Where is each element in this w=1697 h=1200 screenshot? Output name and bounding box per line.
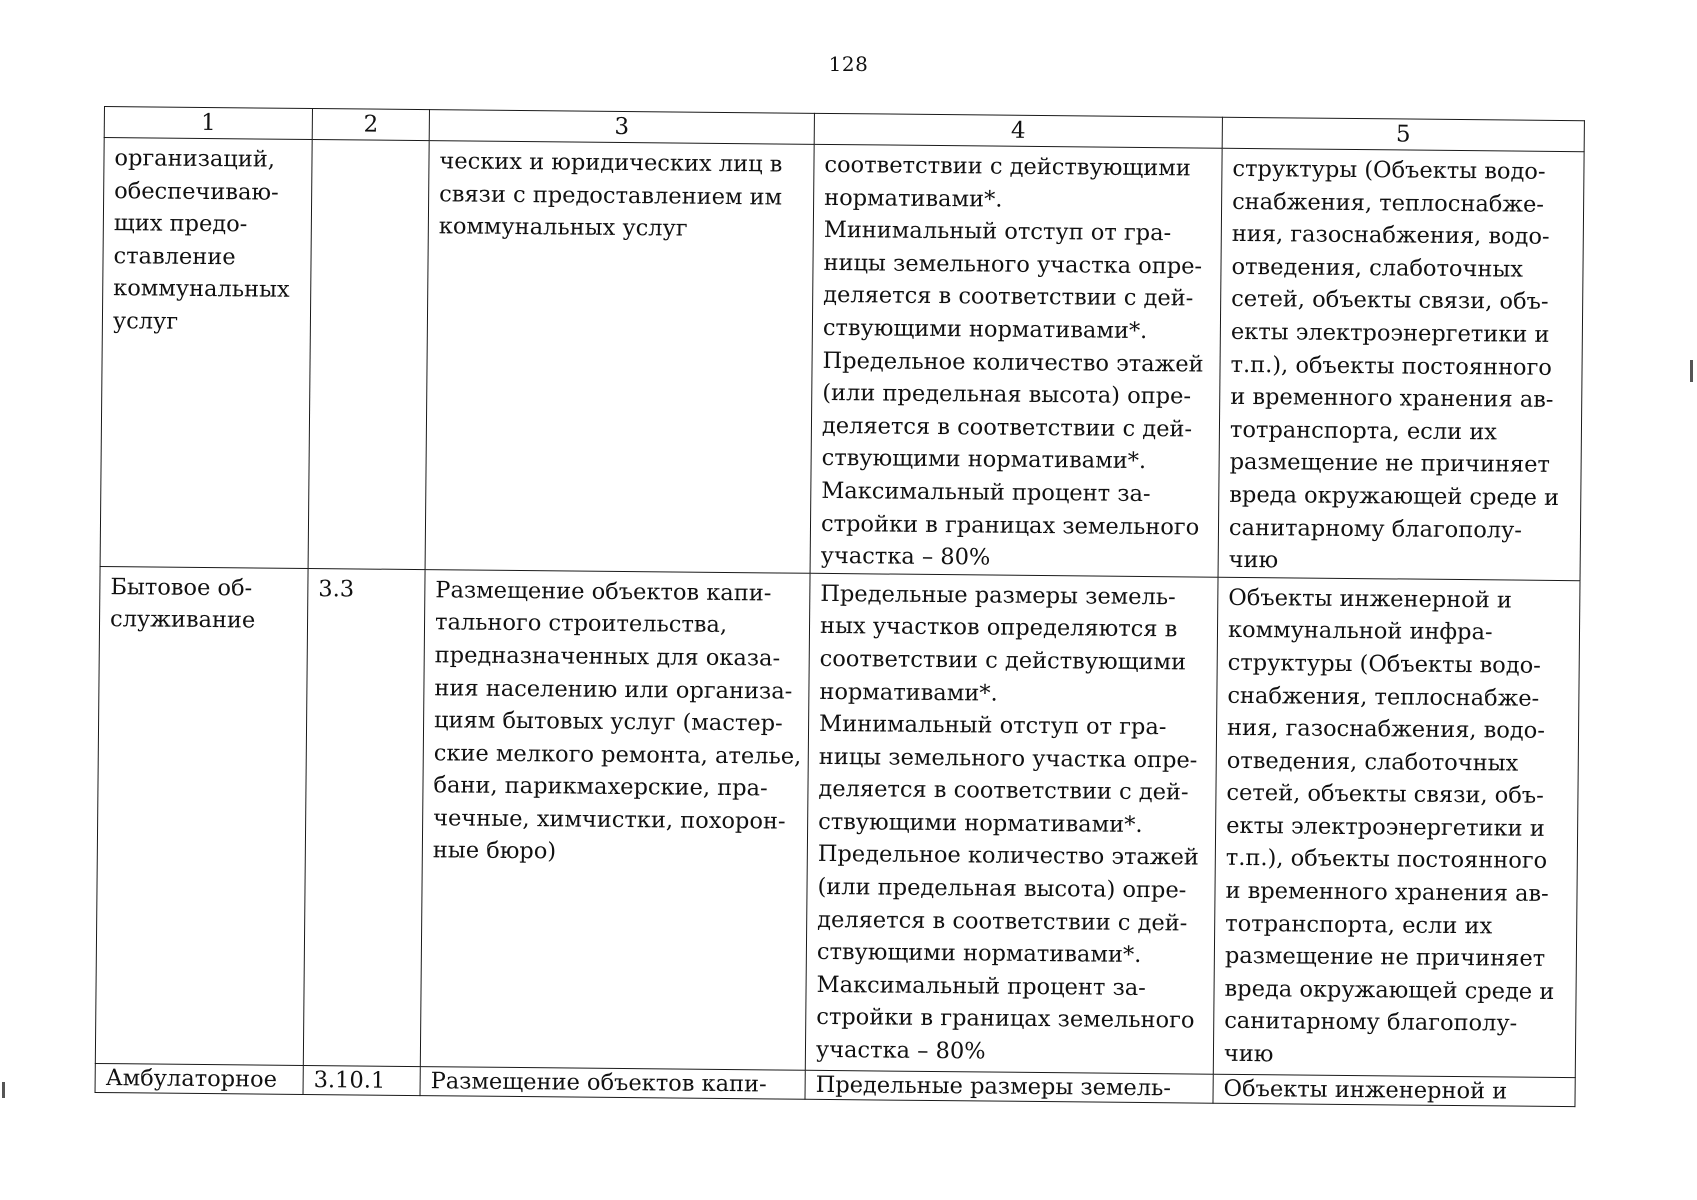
cell-text-line: деляется в соответствии с дей- <box>823 282 1194 312</box>
header-col-2: 2 <box>312 109 429 141</box>
table-cell-col-2 <box>303 568 425 1066</box>
table-cell-col-1 <box>100 138 312 569</box>
table-row-continuation <box>100 138 1584 581</box>
cell-text-line: ствующими нормативами*. <box>821 445 1147 475</box>
cell-text-line: связи с предоставлением им <box>439 180 783 211</box>
cell-text-line: деляется в соответствии с дей- <box>821 412 1193 443</box>
cell-text-line: сетей, объекты связи, объ- <box>1226 780 1544 810</box>
header-col-5: 5 <box>1222 117 1584 151</box>
cell-text-line: ния населению или организа- <box>434 674 793 705</box>
cell-text-line: Амбулаторное <box>105 1064 278 1093</box>
cell-text-line: Предельные размеры земель- <box>820 580 1176 611</box>
cell-text-line: 3.3 <box>318 575 355 603</box>
cell-text-line: нормативами*. <box>819 678 998 707</box>
cell-text-line: организаций, <box>114 145 276 173</box>
cell-text-line: участка – 80% <box>820 543 991 571</box>
cell-text-line: коммунальных услуг <box>438 213 688 242</box>
cell-text-line: размещение не причиняет <box>1224 943 1546 973</box>
cell-text-line: коммунальной инфра- <box>1227 617 1493 646</box>
cell-text-line: тального строительства, <box>434 609 728 639</box>
cell-text-line: чию <box>1228 546 1279 574</box>
table-cell-col-3 <box>420 1066 805 1099</box>
cell-text-line: тотранспорта, если их <box>1225 910 1493 940</box>
cell-text-line: (или предельная высота) опре- <box>817 873 1187 904</box>
cell-text-line: т.п.), объекты постоянного <box>1230 351 1553 381</box>
cell-text-line: участка – 80% <box>815 1036 986 1065</box>
header-col-1: 1 <box>104 107 312 140</box>
cell-text-line: сетей, объекты связи, объ- <box>1231 286 1549 316</box>
cell-text-line: ния, газоснабжения, водо- <box>1226 714 1545 744</box>
cell-text-line: Размещение объектов капи- <box>430 1067 767 1098</box>
page-number: 128 <box>828 52 869 76</box>
cell-text-line: Предельные размеры земель- <box>815 1071 1172 1102</box>
header-col-4: 4 <box>814 113 1222 148</box>
cell-text-line: услуг <box>112 308 179 335</box>
table-cell-col-3 <box>420 569 810 1070</box>
table-row-household-service <box>95 566 1580 1077</box>
cell-text-line: ческих и юридических лиц в <box>439 148 783 178</box>
cell-text-line: санитарному благополу- <box>1228 514 1523 544</box>
cell-text-line: щих предо- <box>113 210 248 238</box>
cell-text-line: и временного хранения ав- <box>1230 383 1554 414</box>
cell-text-line: ствующими нормативами*. <box>816 939 1142 969</box>
cell-text-line: циям бытовых услуг (мастер- <box>433 707 783 737</box>
cell-text-line: размещение не причиняет <box>1229 449 1551 479</box>
cell-text-line: стройки в границах земельного <box>816 1004 1195 1034</box>
cell-text-line: вреда окружающей среде и <box>1224 975 1555 1005</box>
table-cell-col-1 <box>95 1063 303 1094</box>
scan-margin-mark <box>2 1082 5 1098</box>
cell-text-line: ствующими нормативами*. <box>822 314 1148 344</box>
scan-margin-mark <box>1690 360 1693 382</box>
cell-text-line: ницы земельного участка опре- <box>823 249 1203 280</box>
cell-text-line: чечные, химчистки, похорон- <box>433 805 786 835</box>
table-cell-col-2 <box>308 139 429 569</box>
cell-text-line: (или предельная высота) опре- <box>822 380 1192 410</box>
table-cell-col-1 <box>95 566 308 1065</box>
cell-text-line: ния, газоснабжения, водо- <box>1231 221 1550 251</box>
cell-text-line: Предельное количество этажей <box>822 347 1204 378</box>
cell-text-line: екты электроэнергетики и <box>1226 812 1545 842</box>
table-cell-col-5 <box>1213 1074 1575 1106</box>
header-col-3: 3 <box>429 110 814 145</box>
cell-text-line: коммунальных <box>113 275 290 304</box>
table-cell-col-2 <box>303 1065 420 1095</box>
cell-text-line: вреда окружающей среде и <box>1229 481 1560 511</box>
cell-text-line: ницы земельного участка опре- <box>818 743 1198 774</box>
cell-text-line: обеспечиваю- <box>114 177 279 206</box>
cell-text-line: Объекты инженерной и <box>1223 1075 1508 1105</box>
cell-text-line: снабжения, теплоснабже- <box>1232 188 1545 218</box>
cell-text-line: снабжения, теплоснабже- <box>1227 682 1540 712</box>
cell-text-line: ствующими нормативами*. <box>818 808 1143 838</box>
table-cell-col-4 <box>810 144 1222 577</box>
cell-text-line: бани, парикмахерские, пра- <box>433 772 768 802</box>
cell-text-line: ставление <box>113 242 236 271</box>
cell-text-line: ные бюро) <box>432 837 557 865</box>
cell-text-line: служивание <box>109 606 256 634</box>
table-cell-col-4 <box>805 1070 1213 1103</box>
cell-text-line: отведения, слаботочных <box>1226 747 1519 777</box>
cell-text-line: Бытовое об- <box>110 573 253 602</box>
cell-text-line: Размещение объектов капи- <box>435 576 772 607</box>
cell-text-line: тотранспорта, если их <box>1229 416 1498 446</box>
cell-text-line: Объекты инженерной и <box>1228 584 1513 614</box>
cell-text-line: ские мелкого ремонта, ателье, <box>433 739 802 770</box>
cell-text-line: структуры (Объекты водо- <box>1227 649 1541 679</box>
cell-text-line: Предельное количество этажей <box>817 841 1200 872</box>
cell-text-line: Максимальный процент за- <box>816 971 1146 1001</box>
table-cell-col-5 <box>1218 148 1584 580</box>
cell-text-line: деляется в соответствии с дей- <box>817 906 1188 937</box>
cell-text-line: предназначенных для оказа- <box>434 642 781 672</box>
cell-text-line: чию <box>1223 1040 1274 1068</box>
cell-text-line: отведения, слаботочных <box>1231 253 1524 283</box>
cell-text-line: ных участков определяются в <box>819 613 1178 643</box>
cell-text-line: санитарному благополу- <box>1224 1008 1518 1038</box>
cell-text-line: Максимальный процент за- <box>821 477 1151 508</box>
cell-text-line: соответствии с действующими <box>819 645 1187 676</box>
cell-text-line: екты электроэнергетики и <box>1230 318 1550 348</box>
table-cell-col-4 <box>805 573 1218 1074</box>
table-cell-col-5 <box>1213 577 1580 1077</box>
cell-text-line: нормативами*. <box>824 184 1003 213</box>
cell-text-line: деляется в соответствии с дей- <box>818 776 1189 806</box>
zoning-table <box>95 106 1585 1107</box>
cell-text-line: т.п.), объекты постоянного <box>1225 845 1548 875</box>
table-cell-col-3 <box>425 141 814 573</box>
cell-text-line: структуры (Объекты водо- <box>1232 155 1546 185</box>
cell-text-line: стройки в границах земельного <box>820 510 1200 541</box>
cell-text-line: Минимальный отступ от гра- <box>818 710 1167 741</box>
cell-text-line: 3.10.1 <box>313 1066 386 1094</box>
cell-text-line: соответствии с действующими <box>824 151 1191 182</box>
cell-text-line: Минимальный отступ от гра- <box>823 217 1172 247</box>
cell-text-line: и временного хранения ав- <box>1225 877 1549 907</box>
